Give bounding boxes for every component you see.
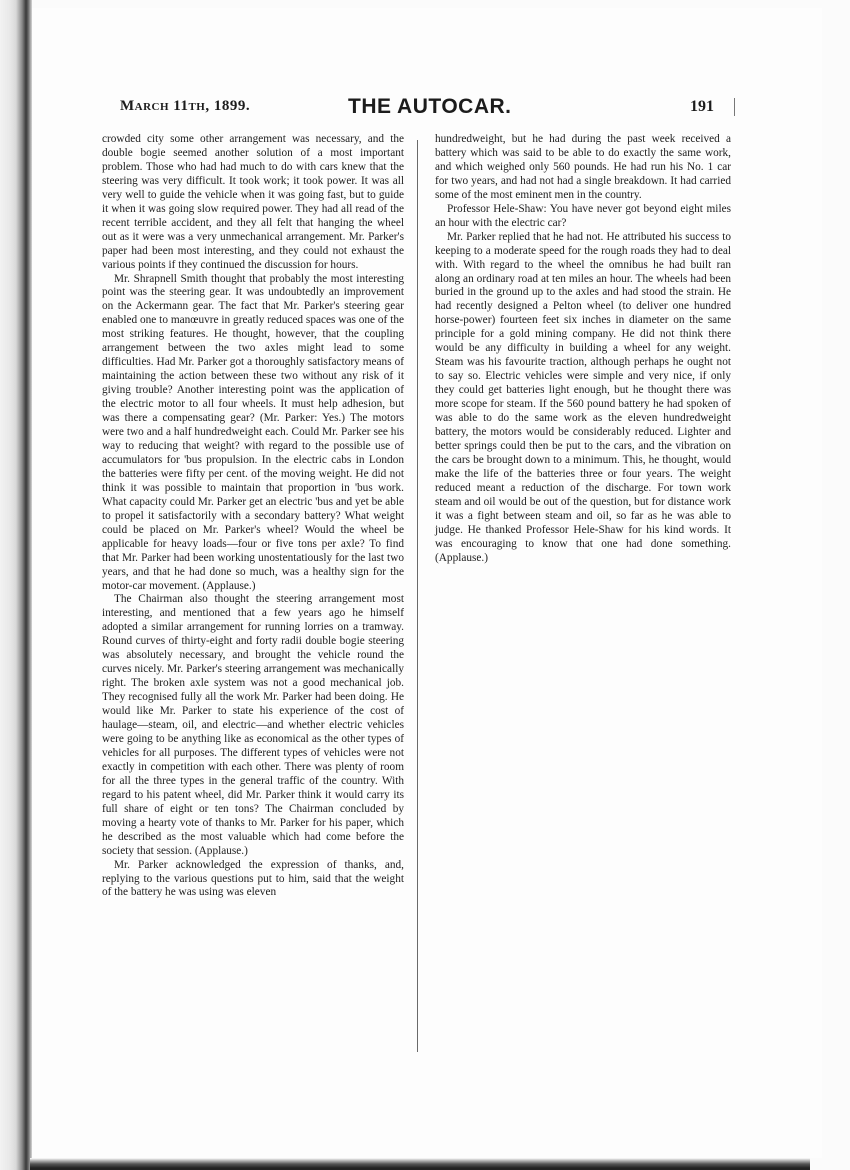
page-header [120, 92, 740, 122]
header-right-rule [734, 98, 735, 116]
paragraph: Professor Hele-Shaw: You have never got beyond eight miles an hour with the electric car? [435, 202, 731, 229]
page-number: 191 [690, 98, 714, 115]
scan-binding-edge [0, 0, 32, 1170]
paragraph: crowded city some other arrangement was necessary, and the double bogie seemed another solution of a most important problem. Those who had had much to do with cars knew that the steering was very difficult. It took work; it took power. It was all very well to guide the vehicle when it was going fast, but to guide it when it was going slow required power. They had all read of the recent terrible accident, and they all felt that hanging the wheel out as it were was a very unmechanical arrangement. Mr. Parker's paper had been most interesting, and they could not exhaust the various points if they continued the discussion for hours. [102, 133, 404, 271]
paragraph: hundredweight, but he had during the past week received a battery which was said to be able to do exactly the same work, and which weighed only 560 pounds. He had run his No. 1 car for two years, and had not had a single breakdown. It had carried some of the most eminent men in the country. [435, 133, 731, 201]
publication-title: THE AUTOCAR. [348, 95, 512, 118]
paragraph: Mr. Shrapnell Smith thought that probably the most interesting point was the steering gear. It was undoubtedly an improvement on the Ackermann gear. The fact that Mr. Parker's steering gear enabled one to manœuvre in greatly reduced spaces was one of the most striking features. He thought, however, that the coupling arrangement between the two axles might lead to some difficulties. Had Mr. Parker got a thoroughly satisfactory means of maintaining the action between these two without any risk of it giving trouble? Another interesting point was the application of the electric motor to all four wheels. It must help adhesion, but was there a compensating gear? (Mr. Parker: Yes.) The motors were two and a half hundredweight each. Could Mr. Parker see his way to reducing that weight? with regard to the possible use of accumulators for 'bus propulsion. In the electric cabs in London the batteries were fifty per cent. of the moving weight. He did not think it was possible to maintain that proportion in 'bus work. What capacity could Mr. Parker get an electric 'bus and yet be able to propel it satisfactorily with a secondary battery? What weight could be placed on Mr. Parker's wheel? Would the wheel be applicable for heavy loads—four or five tons per axle? To find that Mr. Parker had been working unostentatiously for the last two years, and that he had done so much, was a healthy sign for the motor-car movement. (Applause.) [102, 272, 404, 592]
right-column [435, 133, 731, 566]
paragraph: The Chairman also thought the steering arrangement most interesting, and mentioned that a few years ago he himself adopted a similar arrangement for running lorries on a tramway. Round curves of thirty-eight and forty radii double bogie steering was absolutely necessary, and brought the vehicle round the curves nicely. Mr. Parker's steering arrangement was mechanically right. The broken axle system was not a good mechanical job. They recognised fully all the work Mr. Parker had been doing. He would like Mr. Parker to state his experience of the cost of haulage—steam, oil, and electric—and whether electric vehicles were going to be anything like as economical as the other types of vehicles for all purposes. The different types of vehicles were not exactly in competition with each other. There was plenty of room for all the three types in the general traffic of the country. With regard to his patent wheel, did Mr. Parker think it would carry its full share of eight or ten tons? The Chairman concluded by moving a hearty vote of thanks to Mr. Parker for his paper, which he described as the most valuable which had come before the society that session. (Applause.) [102, 593, 404, 857]
paragraph: Mr. Parker acknowledged the expression of thanks, and, replying to the various questions put to him, said that the weight of the battery he was using was eleven [102, 858, 404, 899]
column-divider [417, 140, 418, 1052]
issue-date: March 11th, 1899. [120, 98, 251, 114]
scan-bottom-edge [30, 1158, 810, 1170]
left-column [102, 133, 404, 900]
paragraph: Mr. Parker replied that he had not. He attributed his success to keeping to a moderate speed for the rough roads they had to deal with. With regard to the wheel the omnibus he had built ran along an ordinary road at ten miles an hour. The wheels had been buried in the ground up to the axles and had stood the strain. He had recently designed a Pelton wheel (to deliver one hundred horse-power) fourteen feet six inches in diameter on the same principle for a gold mining company. He did not think there would be any difficulty in building a wheel for any weight. Steam was his favourite traction, although perhaps he ought not to say so. Electric vehicles were simple and very nice, if only they could get batteries light enough, but he thought there was more scope for steam. If the 560 pound battery he had spoken of was able to do the same work as the eleven hundredweight battery, the motors would be considerably reduced. Lighter and better springs could then be put to the cars, and the vibration on the cars be brought down to a minimum. This, he thought, would make the life of the batteries three or four years. The weight reduced meant a reduction of the discharge. For town work steam and oil would be out of the question, but for distance work it was a fight between steam and oil, so far as he was able to judge. He thanked Professor Hele-Shaw for his kind words. It was encouraging to know that one had done something. (Applause.) [435, 230, 731, 564]
